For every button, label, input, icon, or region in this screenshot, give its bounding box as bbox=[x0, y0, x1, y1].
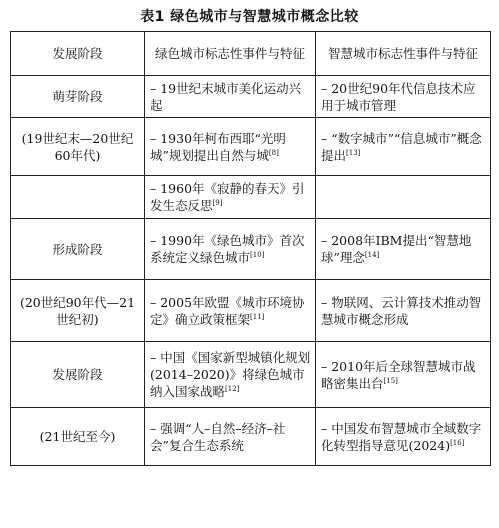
green-event-cell bbox=[145, 408, 316, 466]
green-event-text: – 中国《国家新型城镇化规划(2014–2020)》将绿色城市纳入国家战略 bbox=[150, 350, 311, 399]
table-row bbox=[11, 342, 491, 408]
smart-event-cell bbox=[316, 219, 491, 280]
green-event-cell bbox=[145, 219, 316, 280]
green-citation: [10] bbox=[250, 250, 265, 259]
smart-event-text: – 2010年后全球智慧城市战略密集出台 bbox=[321, 358, 476, 391]
green-citation: [9] bbox=[212, 198, 223, 207]
smart-event-cell bbox=[316, 408, 491, 466]
stage-cell: 形成阶段 bbox=[11, 219, 145, 280]
smart-event-cell bbox=[316, 118, 491, 176]
header-green-city: 绿色城市标志性事件与特征 bbox=[145, 32, 316, 76]
table-row bbox=[11, 118, 491, 176]
smart-event-text: – 20世纪90年代信息技术应用于城市管理 bbox=[321, 80, 476, 113]
table-row bbox=[11, 76, 491, 118]
green-event-text: – 强调“人–自然–经济–社会”复合生态系统 bbox=[150, 420, 286, 453]
smart-citation: [13] bbox=[346, 148, 361, 157]
smart-event-cell bbox=[316, 176, 491, 219]
stage-cell bbox=[11, 176, 145, 219]
green-event-text: – 2005年欧盟《城市环境协定》确立政策框架 bbox=[150, 294, 305, 327]
header-smart-city: 智慧城市标志性事件与特征 bbox=[316, 32, 491, 76]
smart-event-text: – “数字城市”“信息城市”概念提出 bbox=[321, 130, 482, 163]
smart-event-cell bbox=[316, 280, 491, 342]
green-event-cell bbox=[145, 118, 316, 176]
table-header-row bbox=[11, 32, 491, 76]
green-event-text: – 1960年《寂静的春天》引发生态反思 bbox=[150, 181, 305, 213]
green-event-text: – 19世纪末城市美化运动兴起 bbox=[150, 80, 302, 113]
smart-event-cell bbox=[316, 342, 491, 408]
table-row bbox=[11, 280, 491, 342]
smart-event-text: – 2008年IBM提出“智慧地球”理念 bbox=[321, 233, 472, 265]
stage-cell: 发展阶段 bbox=[11, 342, 145, 408]
green-citation: [12] bbox=[225, 384, 240, 393]
table-row bbox=[11, 219, 491, 280]
table-row bbox=[11, 408, 491, 466]
smart-event-text: – 物联网、云计算技术推动智慧城市概念形成 bbox=[321, 294, 482, 327]
smart-citation: [14] bbox=[364, 250, 380, 259]
smart-citation: [16] bbox=[450, 438, 465, 447]
smart-citation: [15] bbox=[383, 376, 398, 385]
green-event-cell bbox=[145, 280, 316, 342]
stage-cell: (19世纪末—20世纪60年代) bbox=[11, 118, 145, 176]
stage-cell: (20世纪90年代—21世纪初) bbox=[11, 280, 145, 342]
smart-event-text: – 中国发布智慧城市全域数字化转型指导意见(2024) bbox=[321, 420, 482, 453]
comparison-table bbox=[10, 31, 491, 466]
green-event-cell bbox=[145, 342, 316, 408]
green-event-cell bbox=[145, 76, 316, 118]
smart-event-cell bbox=[316, 76, 491, 118]
stage-cell: (21世纪至今) bbox=[11, 408, 145, 466]
table-row bbox=[11, 176, 491, 219]
green-citation: [11] bbox=[250, 312, 265, 321]
green-citation: [8] bbox=[268, 148, 279, 157]
table-caption: 表1 绿色城市与智慧城市概念比较 bbox=[140, 9, 359, 25]
green-event-text: – 1930年柯布西耶“光明城”规划提出自然与城 bbox=[150, 130, 286, 163]
stage-cell: 萌芽阶段 bbox=[11, 76, 145, 118]
green-event-text: – 1990年《绿色城市》首次系统定义绿色城市 bbox=[150, 233, 305, 265]
header-stage: 发展阶段 bbox=[11, 32, 145, 76]
green-event-cell bbox=[145, 176, 316, 219]
